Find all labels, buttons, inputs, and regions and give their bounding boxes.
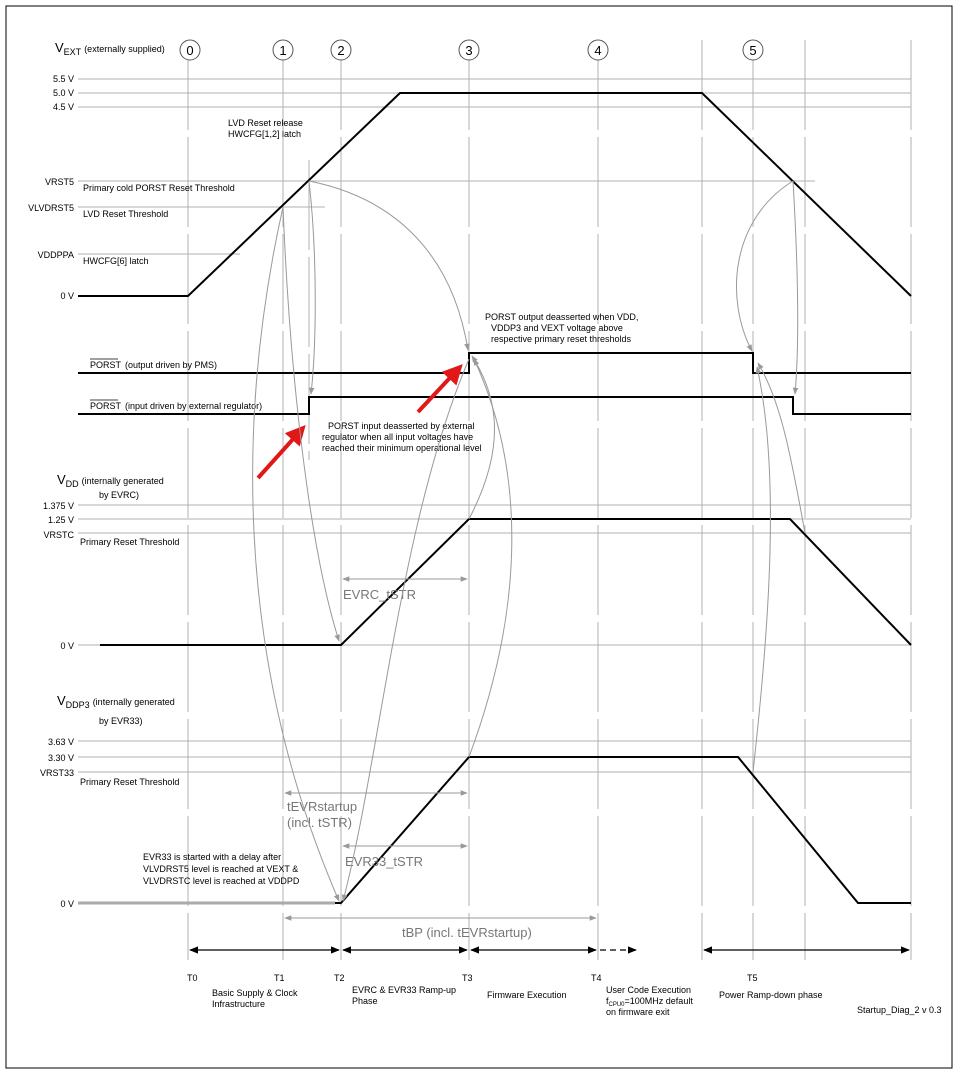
vext-threshold-hwcfg6: HWCFG[6] latch (83, 256, 149, 266)
time-label-t1: T1 (274, 973, 285, 983)
vdd-level-1v25: 1.25 V (47, 515, 74, 525)
tbp-label: tBP (incl. tEVRstartup) (402, 925, 532, 940)
svg-text:4: 4 (594, 43, 602, 58)
vext-threshold-lvd: LVD Reset Threshold (83, 209, 169, 219)
evr33-tstr-label: EVR33_tSTR (345, 854, 424, 869)
phase-evrc-line1: EVRC & EVR33 Ramp-up (352, 985, 457, 995)
vext-threshold-cold-porst: Primary cold PORST Reset Threshold (83, 183, 235, 193)
phase-marker-5 (743, 40, 763, 60)
lvd-release-line2: HWCFG[1,2] latch (228, 129, 302, 139)
vdd-level-1v375: 1.375 V (42, 501, 74, 511)
phase-marker-1 (273, 40, 293, 60)
svg-text:regulator when all input volta: regulator when all input voltages have (322, 432, 474, 442)
phase-marker-2 (331, 40, 351, 60)
vext-level-vddppa: VDDPPA (37, 250, 74, 260)
vdd-level-0v: 0 V (60, 641, 74, 651)
phase-user-line2: $f_{CPU0}=100MHz$ default (606, 996, 693, 1008)
phase-user-line1: User Code Execution (606, 985, 692, 995)
time-label-t0: T0 (187, 973, 198, 983)
diagram-footer: Startup_Diag_2 v 0.3 (857, 1005, 942, 1015)
vdd-threshold: Primary Reset Threshold (80, 537, 180, 547)
evrc-tstr-label: EVRC_tSTR (343, 587, 416, 602)
phase-basic-line1: Basic Supply & Clock (212, 988, 298, 998)
time-label-t5: T5 (747, 973, 758, 983)
phase-firmware: Firmware Execution (487, 990, 567, 1000)
vext-level-vlvdrst5: VLVDRST5 (28, 203, 74, 213)
vddp3-level-vrst33: VRST33 (39, 768, 74, 778)
lvd-release-line1: LVD Reset release (228, 118, 303, 128)
time-label-t2: T2 (334, 973, 345, 983)
svg-text:1: 1 (279, 43, 287, 58)
vext-level-5v0: 5.0 V (52, 88, 74, 98)
vdd-level-vrstc: VRSTC (43, 530, 74, 540)
svg-text:2: 2 (337, 43, 345, 58)
phase-basic-line2: Infrastructure (212, 999, 266, 1009)
porst-input-label: PORST (input driven by external regulator) (90, 401, 263, 411)
svg-text:0: 0 (186, 43, 194, 58)
vdd-title: VDD (internally generated (57, 472, 164, 489)
vext-level-0v: 0 V (60, 291, 74, 301)
tevrstartup-label-2: (incl. tSTR) (287, 815, 352, 830)
svg-text:PORST output deasserted when V: PORST output deasserted when VDD, (485, 312, 639, 322)
vddp3-title-line2: by EVR33) (99, 716, 143, 726)
svg-text:respective primary reset thres: respective primary reset thresholds (491, 334, 632, 344)
phase-user-line3: on firmware exit (606, 1007, 670, 1017)
porst-output-note (485, 312, 638, 344)
vddp3-threshold: Primary Reset Threshold (80, 777, 180, 787)
porst-output-label: PORST (output driven by PMS) (90, 360, 218, 370)
svg-text:VLVDRST5 level is reached at V: VLVDRST5 level is reached at VEXT & (143, 864, 299, 874)
time-label-t4: T4 (591, 973, 602, 983)
svg-text:VDDP3 and VEXT voltage above: VDDP3 and VEXT voltage above (491, 323, 623, 333)
svg-text:EVR33 is started with a delay: EVR33 is started with a delay after (143, 852, 282, 862)
phase-marker-3 (459, 40, 479, 60)
evr33-note (143, 852, 300, 886)
tevrstartup-label: tEVRstartup (287, 799, 358, 814)
phase-evrc-line2: Phase (352, 996, 378, 1006)
vddp3-level-0v: 0 V (60, 899, 74, 909)
vext-level-4v5: 4.5 V (52, 102, 74, 112)
phase-powerdown: Power Ramp-down phase (719, 990, 823, 1000)
vddp3-level-3v63: 3.63 V (47, 737, 74, 747)
vext-title: VEXT (externally supplied) (55, 40, 165, 57)
vext-level-vrst5: VRST5 (44, 177, 74, 187)
vext-level-5v5: 5.5 V (52, 74, 74, 84)
porst-input-note (322, 421, 482, 453)
time-label-t3: T3 (462, 973, 473, 983)
vddp3-level-3v30: 3.30 V (47, 753, 74, 763)
phase-marker-0 (180, 40, 200, 60)
phase-marker-4 (588, 40, 608, 60)
svg-text:reached their minimum operatio: reached their minimum operational level (322, 443, 482, 453)
svg-text:PORST input deasserted by exte: PORST input deasserted by external (328, 421, 475, 431)
svg-text:3: 3 (465, 43, 473, 58)
svg-text:VLVDRSTC level is reached at V: VLVDRSTC level is reached at VDDPD (143, 876, 300, 886)
vddp3-title: VDDP3 (internally generated (57, 693, 175, 710)
vdd-title-line2: by EVRC) (99, 490, 140, 500)
svg-text:5: 5 (749, 43, 757, 58)
